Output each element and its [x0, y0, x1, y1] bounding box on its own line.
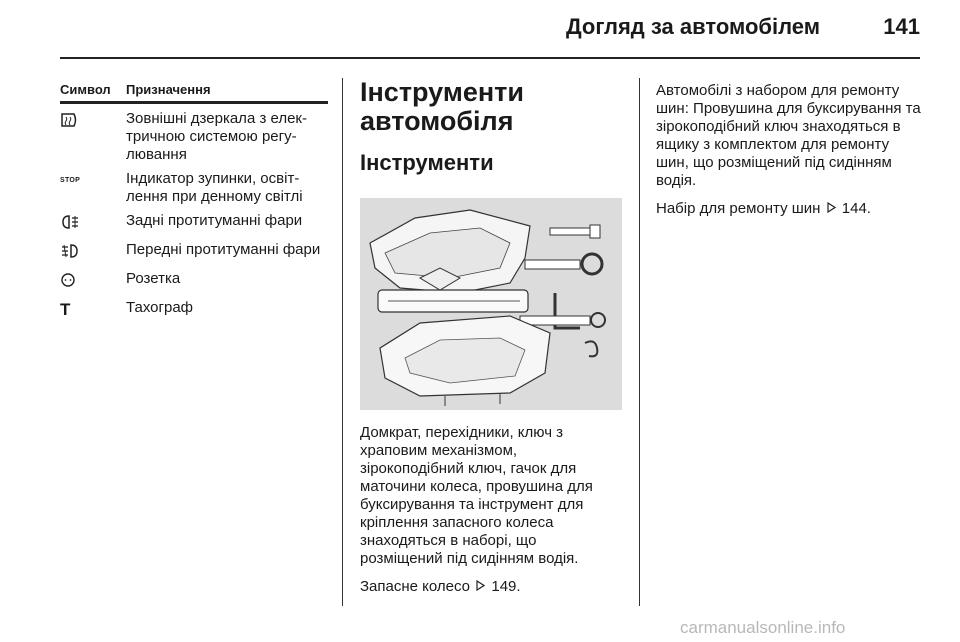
tool-kit-illustration — [360, 198, 622, 410]
stop-icon: STOP — [60, 177, 81, 185]
socket-icon — [60, 272, 76, 288]
running-header-title: Догляд за автомобілем — [565, 14, 820, 39]
mirror-heat-icon — [60, 112, 78, 128]
col-symbol-header: Символ — [60, 82, 111, 97]
front-fog-light-icon — [60, 243, 80, 259]
symbol-table — [60, 82, 328, 320]
table-row — [60, 212, 328, 235]
table-row — [60, 270, 328, 293]
row-text: Задні протитуманні фари — [126, 212, 303, 229]
row-text: Передні протитуманні фари — [126, 241, 321, 258]
table-row — [60, 110, 328, 164]
symbol-table-header — [60, 82, 328, 104]
page-reference-link[interactable]: 149. — [491, 578, 521, 595]
paragraph: Автомобілі з набором для ремонту шин: Провушина для буксирування та зірокоподібний ключ знаходяться в ящику з комплектом для ремонту шин, що розміщений під сидінням водія. — [656, 82, 921, 189]
reference-arrow-icon — [476, 580, 485, 591]
rear-fog-light-icon — [60, 214, 80, 230]
tyre-repair-reference: Набір для ремонту шин 144. — [656, 200, 871, 217]
column-divider-right — [639, 78, 640, 606]
tachograph-icon: T — [60, 300, 71, 319]
row-text: Індикатор зупинки, освіт-лення при денному світлі — [126, 170, 303, 205]
page-number: 141 — [883, 14, 920, 39]
col-purpose-header: Призначення — [126, 82, 211, 97]
section-heading: Інструменти автомобіля — [360, 77, 524, 136]
vehicle-tools-section — [360, 78, 622, 596]
row-text: Розетка — [126, 270, 181, 287]
header-rule — [60, 57, 920, 59]
table-row — [60, 241, 328, 264]
row-text: Зовнішні дзеркала з елек-тричною системою регу-лювання — [126, 110, 307, 163]
illustration-caption: Домкрат, перехідники, ключ з храповим механізмом, зірокоподібний ключ, гачок для маточини колеса, провушина для буксирування та інструмент для кріплення запасного колеса знаходяться в наборі, що розміщений під сидінням водія. — [360, 424, 593, 567]
row-text: Тахограф — [126, 299, 194, 316]
spare-wheel-reference: Запасне колесо 149. — [360, 578, 521, 595]
page-reference-link[interactable]: 144. — [841, 200, 871, 217]
reference-arrow-icon — [827, 202, 836, 213]
tyre-repair-kit-section — [656, 82, 926, 218]
table-row — [60, 299, 328, 320]
subsection-heading: Інструменти — [360, 150, 494, 175]
watermark: carmanualsonline.info — [680, 618, 846, 637]
table-row — [60, 170, 328, 206]
column-divider-left — [342, 78, 343, 606]
